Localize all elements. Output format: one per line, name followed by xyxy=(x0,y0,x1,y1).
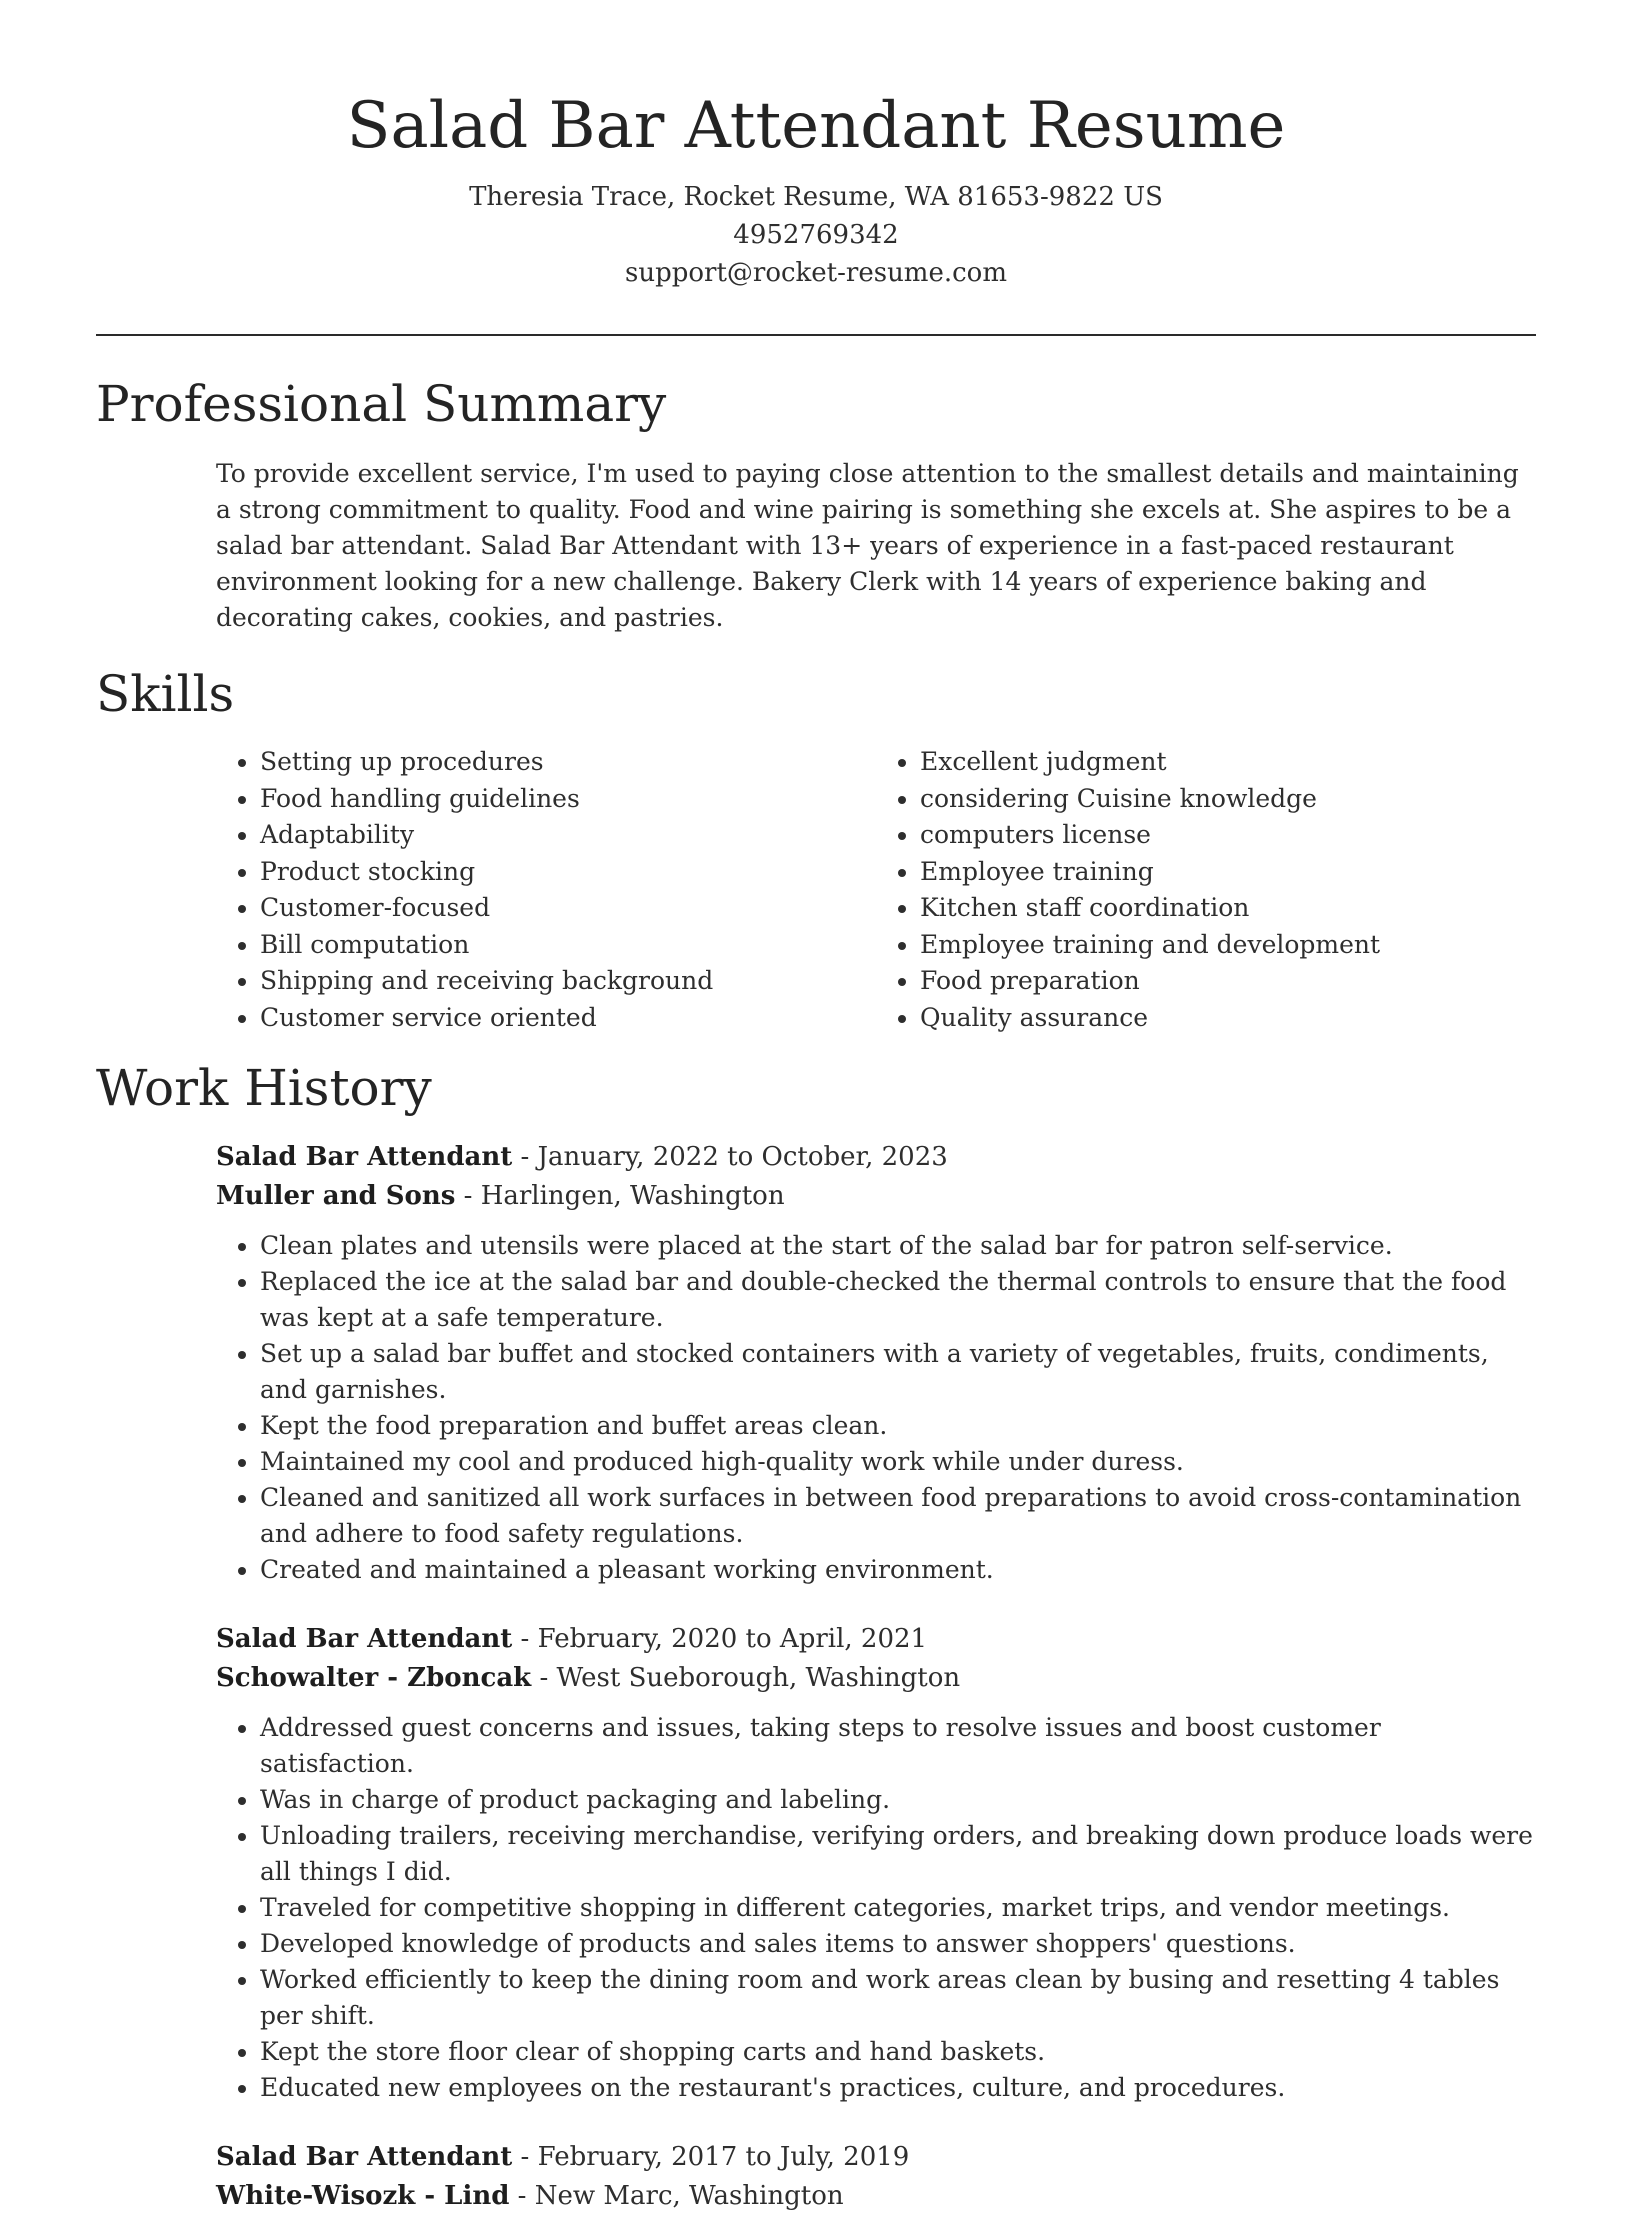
contact-info xyxy=(96,178,1536,292)
section-title-work-history: Work History xyxy=(96,1059,432,1117)
section-title-skills: Skills xyxy=(96,665,235,723)
header-divider xyxy=(96,334,1536,336)
contact-email: support@rocket-resume.com xyxy=(624,258,1007,288)
skill-item: • Shipping and receiving background xyxy=(260,963,876,1000)
skill-item: • Food preparation xyxy=(920,963,1536,1000)
job-bullet: • Was in charge of product packaging and labeling. xyxy=(260,1782,1536,1818)
skill-item: • Employee training xyxy=(920,854,1536,891)
skill-item: • Bill computation xyxy=(260,927,876,964)
job-company: Schowalter - Zboncak xyxy=(216,1663,532,1693)
job-company-line xyxy=(216,1177,1536,1216)
skill-item: • Customer service oriented xyxy=(260,1000,876,1037)
job-location: - New Marc, Washington xyxy=(509,2181,844,2211)
job-bullet: • Worked efficiently to keep the dining room and work areas clean by busing and resetting 4 tables per shift. xyxy=(260,1962,1536,2034)
job-bullet: • Cleaned and sanitized all work surfaces in between food preparations to avoid cross-contamination and adhere to food safety regulations. xyxy=(260,1480,1536,1552)
job-dates: - February, 2017 to July, 2019 xyxy=(512,2142,910,2172)
skill-item: • Customer-focused xyxy=(260,890,876,927)
job-entry xyxy=(216,1620,1536,2106)
job-dates: - January, 2022 to October, 2023 xyxy=(512,1142,948,1172)
job-responsibilities xyxy=(216,1710,1536,2106)
skill-item: • Adaptability xyxy=(260,817,876,854)
job-bullet: • Maintained my cool and produced high-quality work while under duress. xyxy=(260,1444,1536,1480)
job-bullet: • Clean plates and utensils were placed at the start of the salad bar for patron self-service. xyxy=(260,1228,1536,1264)
job-company: White-Wisozk - Lind xyxy=(216,2181,510,2211)
job-company-line xyxy=(216,2177,1536,2216)
summary-paragraph: To provide excellent service, I'm used to paying close attention to the smallest details and maintaining a strong commitment to quality. Food and wine pairing is something she excels at. She aspires to be a salad bar attendant. Salad Bar Attendant with 13+ years of experience in a fast-paced restaurant environment looking for a new challenge. Bakery Clerk with 14 years of experience baking and decorating cakes, cookies, and pastries. xyxy=(216,459,1519,632)
job-bullet: • Replaced the ice at the salad bar and double-checked the thermal controls to ensure that the food was kept at a safe temperature. xyxy=(260,1264,1536,1336)
job-title: Salad Bar Attendant xyxy=(216,1624,513,1654)
job-title: Salad Bar Attendant xyxy=(216,1142,513,1172)
job-dates: - February, 2020 to April, 2021 xyxy=(512,1624,928,1654)
job-company-line xyxy=(216,1659,1536,1698)
resume-header xyxy=(96,0,1536,292)
skill-item: • Kitchen staff coordination xyxy=(920,890,1536,927)
job-title-line xyxy=(216,1138,1536,1177)
job-bullet: • Addressed guest concerns and issues, taking steps to resolve issues and boost customer satisfaction. xyxy=(260,1710,1536,1782)
section-title-professional-summary: Professional Summary xyxy=(96,375,667,433)
skills-column-right xyxy=(876,744,1536,1036)
job-bullet: • Unloading trailers, receiving merchandise, verifying orders, and breaking down produce loads were all things I did. xyxy=(260,1818,1536,1890)
skills-column-left xyxy=(216,744,876,1036)
job-entry xyxy=(216,1138,1536,1588)
job-title: Salad Bar Attendant xyxy=(216,2142,513,2172)
skill-item: • considering Cuisine knowledge xyxy=(920,781,1536,818)
contact-phone: 4952769342 xyxy=(733,220,899,250)
skill-item: • Product stocking xyxy=(260,854,876,891)
job-location: - West Sueborough, Washington xyxy=(531,1663,961,1693)
job-bullet: • Kept the food preparation and buffet areas clean. xyxy=(260,1408,1536,1444)
skill-item: • Employee training and development xyxy=(920,927,1536,964)
job-bullet: • Traveled for competitive shopping in different categories, market trips, and vendor meetings. xyxy=(260,1890,1536,1926)
job-bullet: • Kept the store floor clear of shopping carts and hand baskets. xyxy=(260,2034,1536,2070)
skill-item: • Quality assurance xyxy=(920,1000,1536,1037)
page-title: Salad Bar Attendant Resume xyxy=(346,89,1286,163)
skill-item: • Excellent judgment xyxy=(920,744,1536,781)
skill-item: • Setting up procedures xyxy=(260,744,876,781)
job-location: - Harlingen, Washington xyxy=(455,1181,785,1211)
skill-item: • computers license xyxy=(920,817,1536,854)
job-title-line xyxy=(216,2138,1536,2177)
job-company: Muller and Sons xyxy=(216,1181,456,1211)
job-responsibilities xyxy=(216,1228,1536,1588)
job-title-line xyxy=(216,1620,1536,1659)
job-bullet: • Set up a salad bar buffet and stocked containers with a variety of vegetables, fruits, condiments, and garnishes. xyxy=(260,1336,1536,1408)
job-entry xyxy=(216,2138,1536,2216)
job-bullet: • Created and maintained a pleasant working environment. xyxy=(260,1552,1536,1588)
job-bullet: • Educated new employees on the restaurant's practices, culture, and procedures. xyxy=(260,2070,1536,2106)
skill-item: • Food handling guidelines xyxy=(260,781,876,818)
contact-address: Theresia Trace, Rocket Resume, WA 81653-9822 US xyxy=(469,182,1163,212)
skills-list xyxy=(216,744,1536,1036)
job-bullet: • Developed knowledge of products and sales items to answer shoppers' questions. xyxy=(260,1926,1536,1962)
